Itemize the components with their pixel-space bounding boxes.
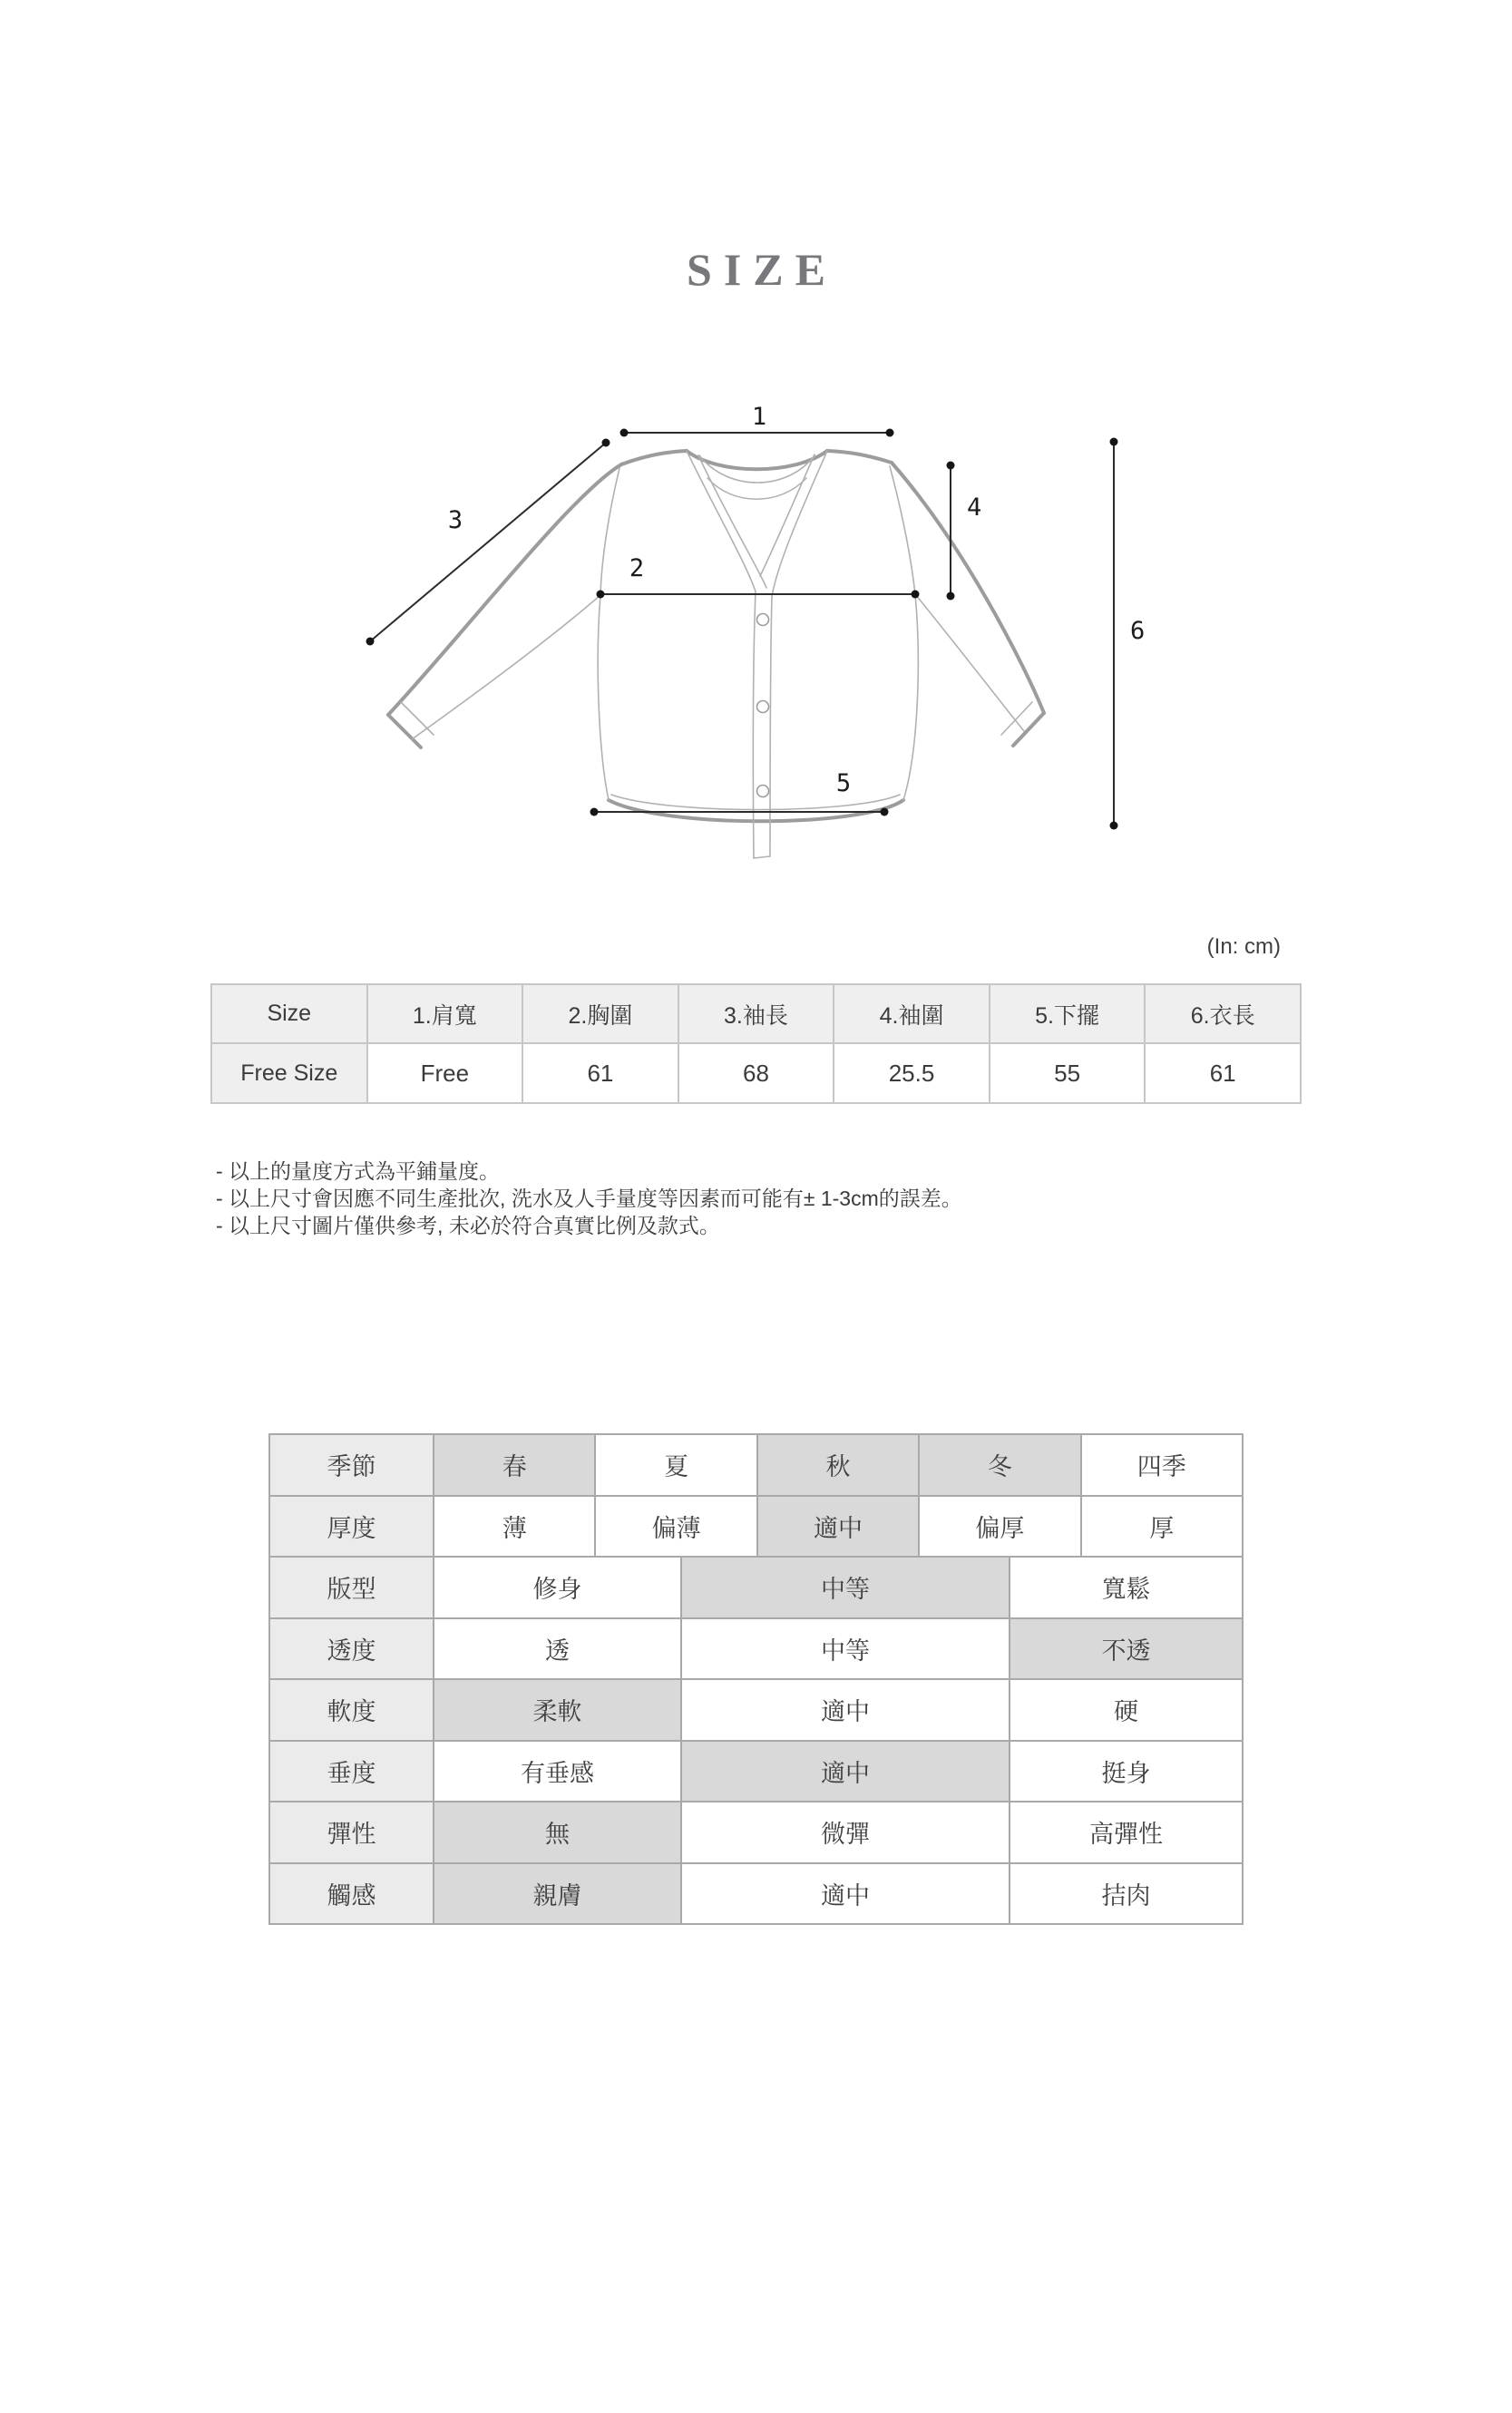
attr-cell: 有垂感 xyxy=(433,1742,680,1802)
size-value-hem: 55 xyxy=(990,1043,1146,1103)
size-table-header-sleeve-girth: 4.袖圍 xyxy=(834,984,990,1043)
attr-label-touch: 觸感 xyxy=(270,1864,433,1924)
measure-line-6 xyxy=(1110,438,1146,830)
attr-cell: 夏 xyxy=(594,1435,756,1495)
size-table-header-sleeve-length: 3.袖長 xyxy=(678,984,834,1043)
size-table-header-hem: 5.下擺 xyxy=(990,984,1146,1043)
attr-row-fit xyxy=(270,1558,1242,1619)
attr-cell: 偏薄 xyxy=(594,1497,756,1557)
attr-cell: 偏厚 xyxy=(918,1497,1079,1557)
size-value-shoulder: Free xyxy=(367,1043,523,1103)
attr-cell: 厚 xyxy=(1080,1497,1242,1557)
measure-line-2 xyxy=(597,554,920,599)
note-line-3: - 以上尺寸圖片僅供參考, 未必於符合真實比例及款式。 xyxy=(216,1214,720,1237)
attr-cell: 適中 xyxy=(680,1742,1009,1802)
attribute-table xyxy=(268,1433,1244,1925)
attr-cell: 不透 xyxy=(1009,1619,1242,1679)
measure-line-1 xyxy=(620,403,894,437)
attr-cell: 冬 xyxy=(918,1435,1079,1495)
attr-cell: 薄 xyxy=(433,1497,594,1557)
size-table-header-garment-length: 6.衣長 xyxy=(1145,984,1301,1043)
attr-row-elasticity xyxy=(270,1802,1242,1864)
attr-cell: 中等 xyxy=(680,1619,1009,1679)
size-value-sleeve-length: 68 xyxy=(678,1043,834,1103)
attr-cell: 硬 xyxy=(1009,1680,1242,1740)
page-title: SIZE xyxy=(687,244,837,295)
attr-label-elasticity: 彈性 xyxy=(270,1802,433,1862)
size-table-header-shoulder: 1.肩寬 xyxy=(367,984,523,1043)
button-3 xyxy=(757,786,769,797)
attr-row-thickness xyxy=(270,1497,1242,1558)
attr-cell: 拮肉 xyxy=(1009,1864,1242,1924)
attr-cell: 四季 xyxy=(1080,1435,1242,1495)
attr-row-sheerness xyxy=(270,1619,1242,1681)
attr-row-softness xyxy=(270,1680,1242,1742)
attr-label-fit: 版型 xyxy=(270,1558,433,1617)
attr-cell: 親膚 xyxy=(433,1864,680,1924)
size-row-label: Free Size xyxy=(211,1043,367,1103)
attr-cell: 微彈 xyxy=(680,1802,1009,1862)
size-table-header-chest: 2.胸圍 xyxy=(522,984,678,1043)
attr-row-season xyxy=(270,1435,1242,1497)
note-line-1: - 以上的量度方式為平鋪量度。 xyxy=(216,1159,501,1183)
cardigan-outline xyxy=(388,451,1044,858)
measure-line-3 xyxy=(366,439,610,646)
button-1 xyxy=(757,614,769,626)
attr-cell: 中等 xyxy=(680,1558,1009,1617)
attr-cell: 適中 xyxy=(680,1864,1009,1924)
attr-cell: 適中 xyxy=(680,1680,1009,1740)
size-table-header-row xyxy=(211,984,1301,1043)
attr-cell: 春 xyxy=(433,1435,594,1495)
attr-cell: 柔軟 xyxy=(433,1680,680,1740)
attr-label-season: 季節 xyxy=(270,1435,433,1495)
attr-row-drape xyxy=(270,1742,1242,1803)
garment-diagram xyxy=(354,390,1170,871)
measure-label-4: 4 xyxy=(967,493,982,522)
attr-cell: 高彈性 xyxy=(1009,1802,1242,1862)
size-table-header-size: Size xyxy=(211,984,367,1043)
measure-label-2: 2 xyxy=(629,554,645,582)
size-table-value-row xyxy=(211,1043,1301,1103)
attr-cell: 挺身 xyxy=(1009,1742,1242,1802)
measure-label-1: 1 xyxy=(751,403,767,431)
attr-label-softness: 軟度 xyxy=(270,1680,433,1740)
attr-cell: 無 xyxy=(433,1802,680,1862)
note-line-2: - 以上尺寸會因應不同生產批次, 洗水及人手量度等因素而可能有± 1-3cm的誤差。 xyxy=(216,1187,962,1210)
attr-cell: 透 xyxy=(433,1619,680,1679)
attr-label-thickness: 厚度 xyxy=(270,1497,433,1557)
measurement-notes xyxy=(216,1158,1341,1239)
measure-label-5: 5 xyxy=(835,769,852,797)
button-2 xyxy=(757,701,769,713)
measure-label-6: 6 xyxy=(1130,617,1146,645)
size-value-chest: 61 xyxy=(522,1043,678,1103)
attr-cell: 修身 xyxy=(433,1558,680,1617)
attr-row-touch xyxy=(270,1864,1242,1924)
size-value-sleeve-girth: 25.5 xyxy=(834,1043,990,1103)
size-value-garment-length: 61 xyxy=(1145,1043,1301,1103)
attr-cell: 寬鬆 xyxy=(1009,1558,1242,1617)
attr-label-drape: 垂度 xyxy=(270,1742,433,1802)
size-table xyxy=(210,983,1302,1104)
unit-label: (In: cm) xyxy=(1206,934,1281,959)
attr-label-sheerness: 透度 xyxy=(270,1619,433,1679)
measure-label-3: 3 xyxy=(447,506,463,534)
attr-cell: 適中 xyxy=(756,1497,918,1557)
attr-cell: 秋 xyxy=(756,1435,918,1495)
